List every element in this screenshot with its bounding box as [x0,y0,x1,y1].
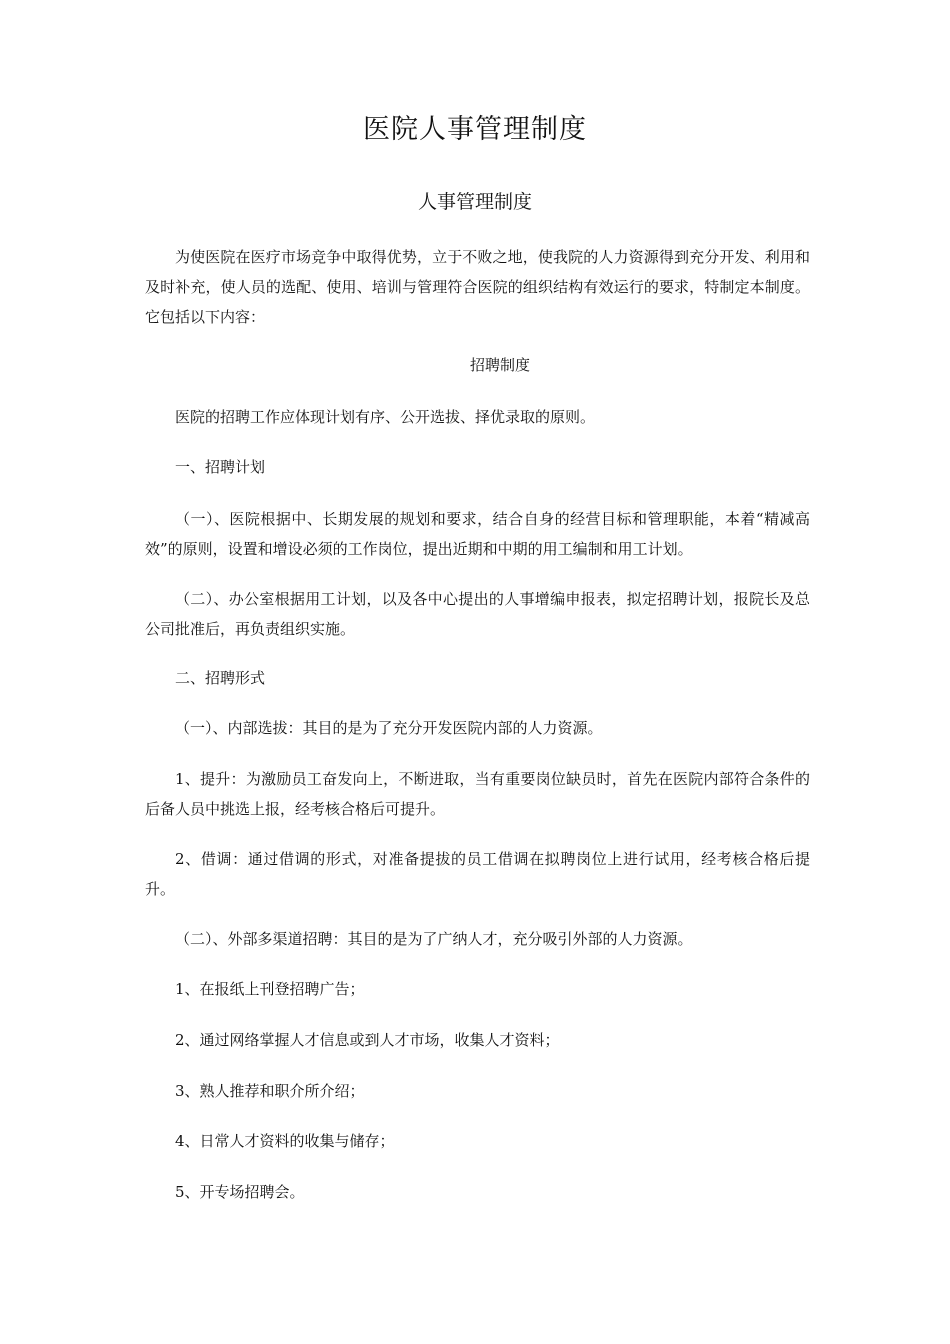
heading-recruitment-plan: 一、招聘计划 [175,458,266,476]
external-item-5: 5、开专场招聘会。 [175,1183,305,1201]
plan-item-1: （一）、医院根据中、长期发展的规划和要求，结合自身的经营目标和管理职能，本着“精减高效”的原则，设置和增设必须的工作岗位，提出近期和中期的用工编制和用工计划。 [145,510,810,558]
heading-recruitment-form: 二、招聘形式 [175,669,266,687]
document-title: 医院人事管理制度 [363,114,587,145]
external-item-2: 2、通过网络掌握人才信息或到人才市场，收集人才资料； [175,1031,560,1049]
intro-paragraph: 为使医院在医疗市场竞争中取得优势，立于不败之地，使我院的人力资源得到充分开发、利用和及时补充，使人员的选配、使用、培训与管理符合医院的组织结构有效运行的要求，特制定本制度。它包括以下内容： [145,248,810,326]
section-title-recruitment: 招聘制度 [469,356,530,374]
external-item-1: 1、在报纸上刊登招聘广告； [175,980,365,998]
internal-selection: （一）、内部选拔：其目的是为了充分开发医院内部的人力资源。 [175,719,603,737]
plan-item-2: （二）、办公室根据用工计划，以及各中心提出的人事增编申报表，拟定招聘计划，报院长及总公司批准后，再负责组织实施。 [145,590,810,638]
document-subtitle: 人事管理制度 [417,191,532,213]
internal-item-2: 2、借调：通过借调的形式，对准备提拔的员工借调在拟聘岗位上进行试用，经考核合格后提升。 [145,850,810,898]
external-recruitment: （二）、外部多渠道招聘：其目的是为了广纳人才，充分吸引外部的人力资源。 [175,930,693,948]
external-item-3: 3、熟人推荐和职介所介绍； [175,1082,365,1100]
internal-item-1: 1、提升：为激励员工奋发向上，不断进取，当有重要岗位缺员时，首先在医院内部符合条件的后备人员中挑选上报，经考核合格后可提升。 [145,770,810,818]
principle-paragraph: 医院的招聘工作应体现计划有序、公开选拔、择优录取的原则。 [175,408,596,426]
external-item-4: 4、日常人才资料的收集与储存； [175,1132,395,1150]
